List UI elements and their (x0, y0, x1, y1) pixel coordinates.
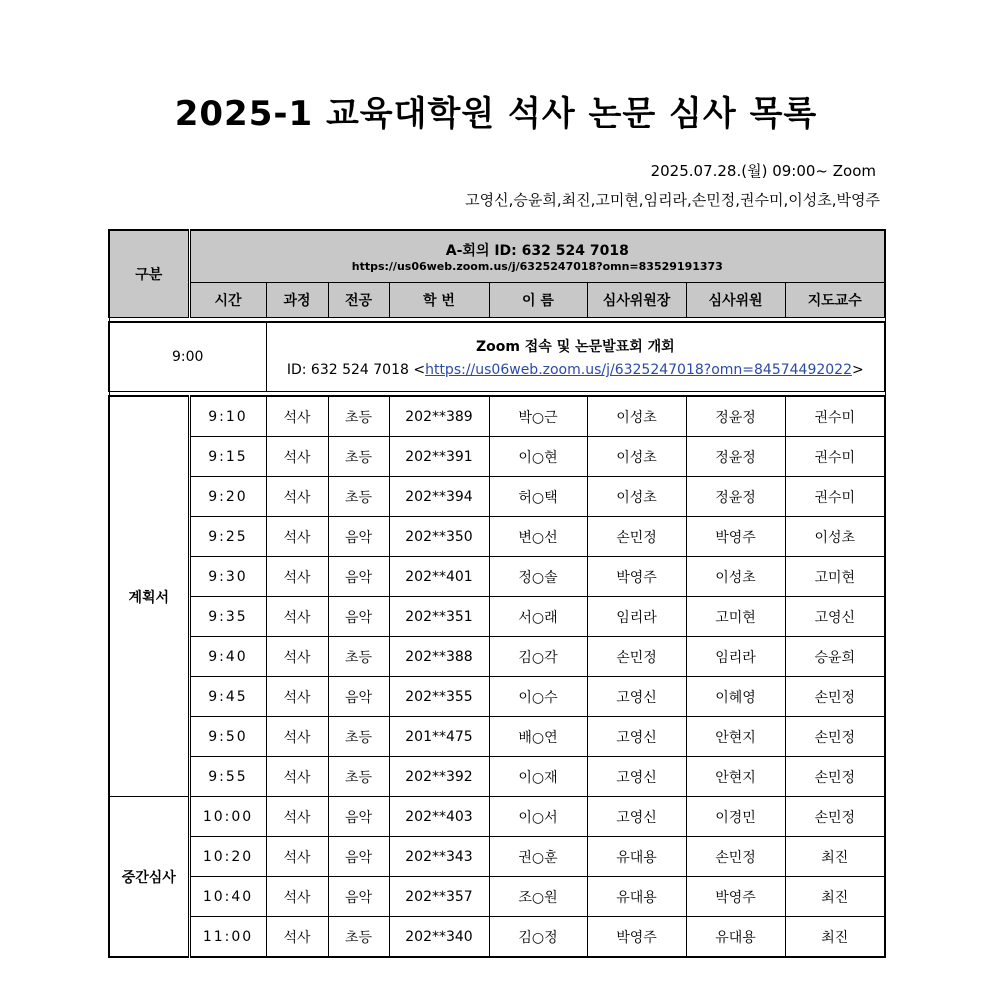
cell-student-id: 202**401 (389, 557, 489, 597)
cell-course: 석사 (266, 797, 328, 837)
cell-student-id: 202**357 (389, 877, 489, 917)
table-row (109, 597, 885, 637)
cell-course: 석사 (266, 517, 328, 557)
cell-chair: 손민정 (587, 637, 686, 677)
cell-chair: 손민정 (587, 517, 686, 557)
table-row (109, 557, 885, 597)
cell-course: 석사 (266, 437, 328, 477)
header-row-meeting (109, 230, 885, 283)
cell-student-name: 이○수 (489, 677, 587, 717)
cell-chair: 유대용 (587, 837, 686, 877)
cell-examiner: 안현지 (686, 757, 785, 797)
table-row (109, 677, 885, 717)
cell-time: 11:00 (189, 917, 266, 958)
cell-examiner: 고미현 (686, 597, 785, 637)
cell-time: 9:30 (189, 557, 266, 597)
header-row-columns (109, 283, 885, 318)
table-row (109, 757, 885, 797)
cell-student-name: 서○래 (489, 597, 587, 637)
column-header-course: 과정 (266, 283, 328, 318)
cell-student-name: 허○택 (489, 477, 587, 517)
meeting-id-title: A-회의 ID: 632 524 7018 (445, 243, 629, 259)
cell-time: 10:40 (189, 877, 266, 917)
cell-course: 석사 (266, 557, 328, 597)
cell-examiner: 이혜영 (686, 677, 785, 717)
cell-advisor: 권수미 (785, 477, 885, 517)
cell-examiner: 손민정 (686, 837, 785, 877)
cell-course: 석사 (266, 677, 328, 717)
cell-major: 음악 (328, 797, 389, 837)
cell-major: 음악 (328, 837, 389, 877)
cell-chair: 이성초 (587, 437, 686, 477)
cell-course: 석사 (266, 717, 328, 757)
cell-major: 음악 (328, 877, 389, 917)
zoom-meeting-link[interactable]: https://us06web.zoom.us/j/6325247018?omn=84574492022 (425, 362, 852, 378)
cell-student-id: 202**351 (389, 597, 489, 637)
cell-time: 9:50 (189, 717, 266, 757)
cell-course: 석사 (266, 637, 328, 677)
cell-time: 9:10 (189, 396, 266, 437)
link-close-bracket: > (852, 362, 864, 378)
opening-time: 9:00 (109, 322, 266, 392)
cell-student-name: 김○정 (489, 917, 587, 958)
cell-examiner: 정윤정 (686, 477, 785, 517)
cell-major: 초등 (328, 917, 389, 958)
cell-major: 음악 (328, 557, 389, 597)
column-header-examiner: 심사위원 (686, 283, 785, 318)
meeting-url: https://us06web.zoom.us/j/6325247018?omn=83529191373 (351, 260, 723, 273)
cell-examiner: 정윤정 (686, 396, 785, 437)
cell-course: 석사 (266, 597, 328, 637)
table-row (109, 917, 885, 958)
cell-chair: 고영신 (587, 677, 686, 717)
cell-chair: 고영신 (587, 717, 686, 757)
cell-advisor: 손민정 (785, 797, 885, 837)
cell-advisor: 최진 (785, 837, 885, 877)
link-open-bracket: < (413, 362, 426, 378)
cell-chair: 박영주 (587, 557, 686, 597)
cell-chair: 고영신 (587, 797, 686, 837)
cell-advisor: 최진 (785, 917, 885, 958)
cell-major: 초등 (328, 396, 389, 437)
cell-advisor: 손민정 (785, 757, 885, 797)
cell-advisor: 권수미 (785, 396, 885, 437)
cell-time: 9:15 (189, 437, 266, 477)
column-header-major: 전공 (328, 283, 389, 318)
cell-student-name: 조○원 (489, 877, 587, 917)
cell-chair: 임리라 (587, 597, 686, 637)
cell-student-name: 이○현 (489, 437, 587, 477)
cell-advisor: 손민정 (785, 717, 885, 757)
column-header-student-id: 학 번 (389, 283, 489, 318)
cell-advisor: 고미현 (785, 557, 885, 597)
cell-student-name: 김○각 (489, 637, 587, 677)
cell-examiner: 유대용 (686, 917, 785, 958)
cell-major: 음악 (328, 677, 389, 717)
cell-student-name: 정○솔 (489, 557, 587, 597)
cell-major: 초등 (328, 757, 389, 797)
cell-examiner: 이경민 (686, 797, 785, 837)
committee-members: 고영신,승윤희,최진,고미현,임리라,손민정,권수미,이성초,박영주 (465, 191, 880, 209)
cell-examiner: 정윤정 (686, 437, 785, 477)
cell-course: 석사 (266, 757, 328, 797)
cell-time: 9:35 (189, 597, 266, 637)
cell-student-id: 202**350 (389, 517, 489, 557)
cell-course: 석사 (266, 396, 328, 437)
cell-student-id: 201**475 (389, 717, 489, 757)
cell-student-id: 202**392 (389, 757, 489, 797)
cell-student-name: 박○근 (489, 396, 587, 437)
cell-major: 초등 (328, 637, 389, 677)
cell-time: 10:00 (189, 797, 266, 837)
category-header: 구분 (109, 230, 189, 318)
cell-student-name: 이○서 (489, 797, 587, 837)
cell-major: 음악 (328, 597, 389, 637)
cell-time: 9:40 (189, 637, 266, 677)
review-schedule-table (108, 229, 886, 958)
table-row (109, 877, 885, 917)
table-row (109, 717, 885, 757)
cell-examiner: 임리라 (686, 637, 785, 677)
cell-student-id: 202**403 (389, 797, 489, 837)
table-row (109, 517, 885, 557)
cell-chair: 이성초 (587, 396, 686, 437)
table-row (109, 477, 885, 517)
cell-examiner: 박영주 (686, 517, 785, 557)
schedule-body (109, 396, 885, 957)
table-row (109, 637, 885, 677)
cell-student-id: 202**389 (389, 396, 489, 437)
cell-advisor: 고영신 (785, 597, 885, 637)
column-header-name: 이 름 (489, 283, 587, 318)
cell-major: 음악 (328, 517, 389, 557)
cell-time: 9:20 (189, 477, 266, 517)
cell-examiner: 이성초 (686, 557, 785, 597)
cell-advisor: 권수미 (785, 437, 885, 477)
cell-major: 초등 (328, 717, 389, 757)
document-title: 2025-1 교육대학원 석사 논문 심사 목록 (174, 94, 818, 134)
group-label: 계획서 (109, 396, 189, 797)
column-header-chair: 심사위원장 (587, 283, 686, 318)
cell-time: 10:20 (189, 837, 266, 877)
cell-chair: 이성초 (587, 477, 686, 517)
opening-title: Zoom 접속 및 논문발표회 개회 (475, 339, 675, 355)
cell-examiner: 안현지 (686, 717, 785, 757)
cell-time: 9:45 (189, 677, 266, 717)
cell-advisor: 이성초 (785, 517, 885, 557)
table-row (109, 837, 885, 877)
cell-course: 석사 (266, 877, 328, 917)
opening-meeting-id: ID: 632 524 7018 (286, 362, 414, 378)
cell-examiner: 박영주 (686, 877, 785, 917)
opening-row (109, 322, 885, 392)
cell-course: 석사 (266, 837, 328, 877)
schedule-date: 2025.07.28.(월) 09:00~ Zoom (650, 162, 876, 180)
cell-student-id: 202**394 (389, 477, 489, 517)
cell-time: 9:55 (189, 757, 266, 797)
column-header-advisor: 지도교수 (785, 283, 885, 318)
cell-chair: 고영신 (587, 757, 686, 797)
cell-student-id: 202**343 (389, 837, 489, 877)
cell-student-id: 202**355 (389, 677, 489, 717)
cell-chair: 유대용 (587, 877, 686, 917)
cell-major: 초등 (328, 437, 389, 477)
table-row (109, 396, 885, 437)
group-label: 중간심사 (109, 797, 189, 958)
meeting-info-cell (189, 230, 885, 283)
cell-major: 초등 (328, 477, 389, 517)
cell-advisor: 손민정 (785, 677, 885, 717)
cell-student-id: 202**391 (389, 437, 489, 477)
column-header-time: 시간 (189, 283, 266, 318)
cell-advisor: 승윤희 (785, 637, 885, 677)
cell-time: 9:25 (189, 517, 266, 557)
cell-advisor: 최진 (785, 877, 885, 917)
cell-student-name: 배○연 (489, 717, 587, 757)
table-row (109, 797, 885, 837)
opening-info-cell (266, 322, 885, 392)
cell-student-id: 202**388 (389, 637, 489, 677)
cell-student-name: 권○훈 (489, 837, 587, 877)
cell-student-name: 이○재 (489, 757, 587, 797)
cell-student-id: 202**340 (389, 917, 489, 958)
table-row (109, 437, 885, 477)
cell-student-name: 변○선 (489, 517, 587, 557)
cell-chair: 박영주 (587, 917, 686, 958)
cell-course: 석사 (266, 917, 328, 958)
cell-course: 석사 (266, 477, 328, 517)
